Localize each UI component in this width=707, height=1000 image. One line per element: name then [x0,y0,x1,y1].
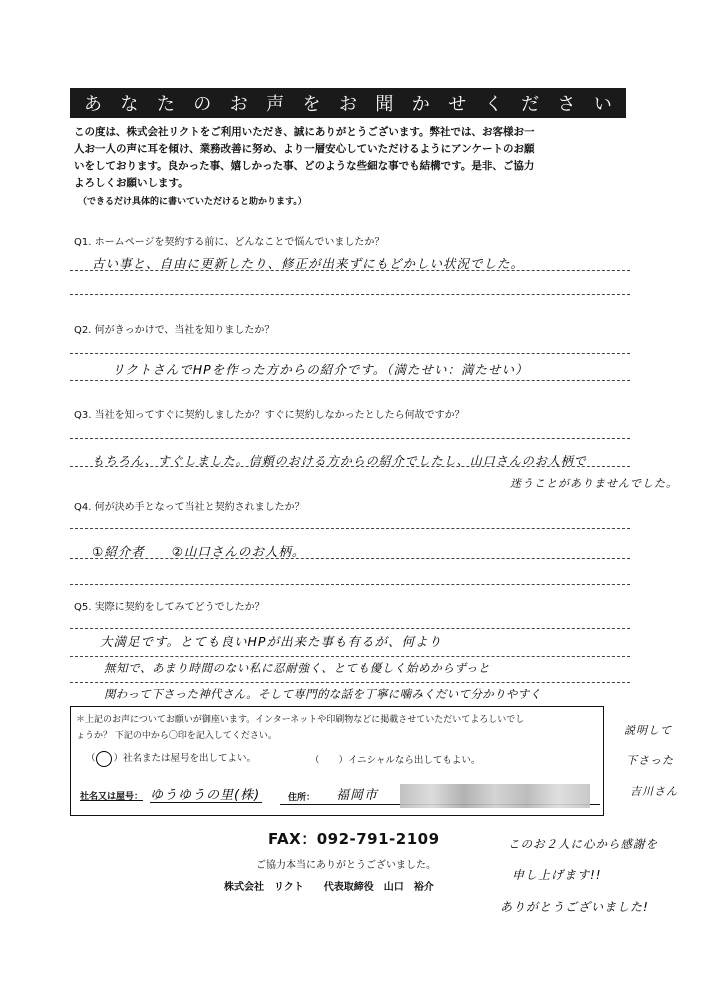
survey-banner [70,88,626,118]
permission-text: ょうか？ 下記の中から〇印を記入してください。 [76,731,277,741]
question-3: Q3. 当社を知ってすぐに契約しましたか？すぐに契約しなかったとしたら何故ですか？ [74,410,465,421]
banner-char: だ [521,94,540,115]
footer-handwriting: このお２人に心から感謝を [508,837,658,851]
name-underline [150,802,262,803]
side-note: 吉川さん [630,785,678,798]
answer-line [70,294,630,295]
intro-line: いをしております。良かった事、嬉しかった事、どのような些細な事でも結構です。是非、ご協力 [74,160,535,172]
banner-char: な [120,94,139,115]
banner-char: あ [84,94,102,115]
intro-line: 人お一人の声に耳を傾け、業務改善に努め、より一層安心していただけるようにアンケートのお願 [74,143,535,155]
company-name-value[interactable]: ゆうゆうの里(株) [150,788,261,803]
answer-2: リクトさんでHPを作った方からの紹介です。（満たせい：満たせい） [112,362,529,377]
banner-char: た [156,94,175,115]
question-4: Q4. 何が決め手となって当社と契約されましたか？ [74,502,305,513]
selected-circle-mark [96,751,112,767]
permission-text: ＊上記のお声についてお願いが御座います。インターネットや印刷物などに掲載させていただいてよろしいでし [76,715,525,725]
banner-char: 聞 [375,94,394,115]
answer-4: ①紹介者 ②山口さんのお人柄。 [92,544,306,559]
answer-line [70,466,630,467]
banner-char: の [193,94,212,115]
thanks-text: ご協力本当にありがとうございました。 [256,860,436,871]
answer-line [70,656,630,657]
intro-line: よろしくお願いします。 [74,177,189,189]
intro-text [74,124,634,192]
answer-line [70,682,630,683]
side-note: 説明して [624,724,672,737]
company-name-label: 社名又は屋号： [80,792,144,802]
answer-line [70,438,630,439]
answer-1: 古い事と、自由に更新したり、修正が出来ずにもどかしい状況でした。 [92,256,525,271]
answer-line [70,353,630,354]
footer-handwriting: ありがとうございました! [500,900,649,914]
answer-line [70,628,630,629]
intro-line: この度は、株式会社リクトをご利用いただき、誠にありがとうございます。弊社では、お客様お一 [74,126,535,138]
banner-char: せ [448,94,467,115]
permission-option-company[interactable]: （ ）社名または屋号を出してよい。 [86,750,256,767]
banner-char: 声 [266,94,285,115]
question-5: Q5. 実際に契約をしてみてどうでしたか？ [74,602,265,613]
company-signature: 株式会社 リクト 代表取締役 山口 裕介 [224,882,434,893]
answer-line [70,270,630,271]
address-value[interactable]: 福岡市 [336,788,379,803]
address-label: 住所： [288,793,316,803]
banner-char: さ [557,94,576,115]
banner-char: お [338,94,357,115]
permission-option-initials[interactable]: （ ）イニシャルなら出してもよい。 [310,755,481,766]
question-1: Q1. ホームページを契約する前に、どんなことで悩んでいましたか？ [74,237,385,248]
answer-3-cont: 迷うことがありませんでした。 [510,477,678,490]
answer-line [70,528,630,529]
instruction-note: （できるだけ具体的に書いていただけると助かります。） [78,197,307,207]
banner-char: か [411,94,430,115]
banner-char: い [593,94,612,115]
banner-char: お [229,94,248,115]
answer-3: もちろん、すぐしました。信頼のおける方からの紹介でしたし、山口さんのお人柄で [92,454,587,468]
banner-char: く [484,94,503,115]
banner-char: を [302,94,321,115]
answer-line [70,584,630,585]
answer-5: 大満足です。とても良いHPが出来た事も有るが、何より [100,634,442,649]
answer-5: 無知で、あまり時間のない私に忍耐強く、とても優しく始めからずっと [104,661,491,675]
question-2: Q2. 何がきっかけで、当社を知りましたか？ [74,325,275,336]
side-note: 下さった [626,754,674,767]
answer-line [70,380,630,381]
footer-handwriting: 申し上げます!! [512,868,602,882]
fax-number: FAX：092-791-2109 [268,830,440,848]
redacted-address [400,784,590,808]
answer-5: 関わって下さった神代さん。そして専門的な話を丁寧に噛みくだいて分かりやすく [104,687,542,701]
answer-line [70,558,630,559]
